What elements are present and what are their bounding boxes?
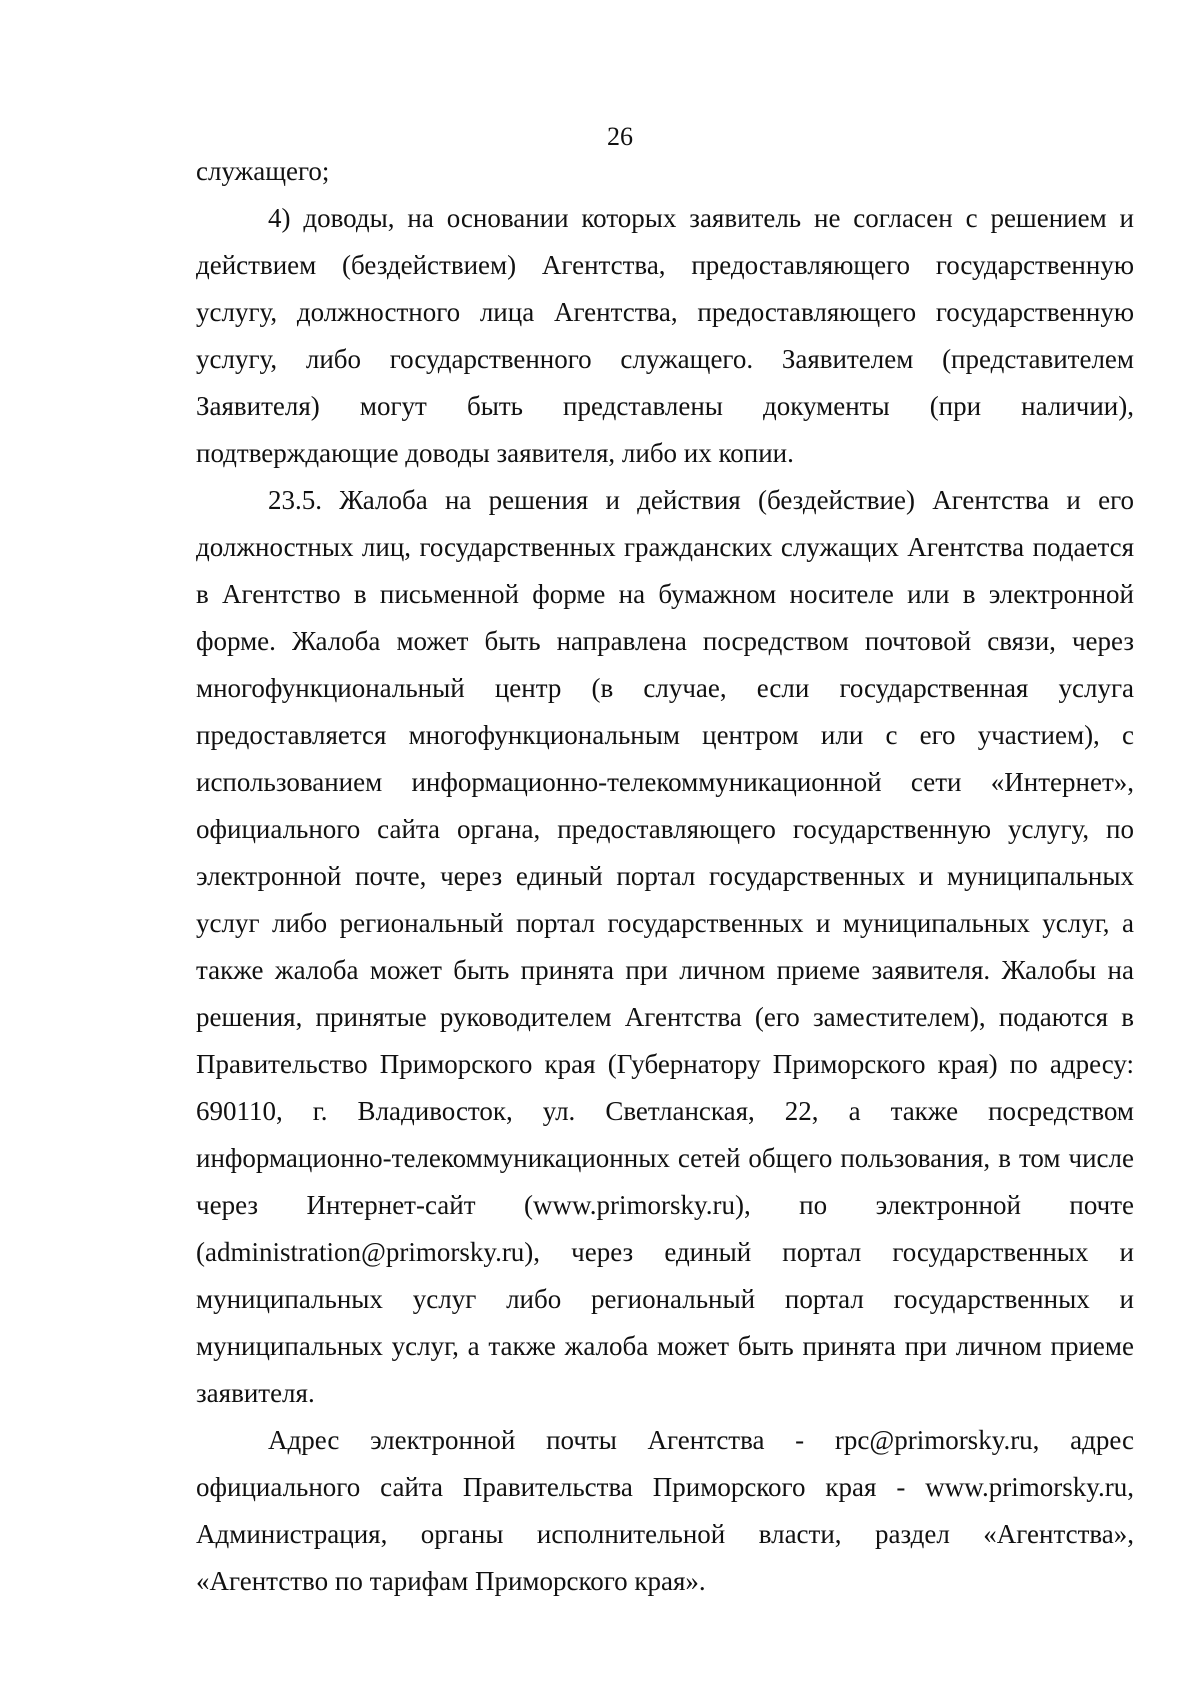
paragraph-continuation: служащего; xyxy=(196,156,330,186)
page-number: 26 xyxy=(607,122,633,151)
paragraph-23-5: 23.5. Жалоба на решения и действия (бездействие) Агентства и его должностных лиц, государственных гражданских служащих Агентства подается в Агентство в письменной форме на бумажном носителе или в электронной форме. Жалоба может быть направлена посредством почтовой связи, через многофункциональный центр (в случае, если государственная услуга предоставляется многофункциональным центром или с его участием), с использованием информационно-телекоммуникационной сети «Интернет», официального сайта органа, предоставляющего государственную услугу, по электронной почте, через единый портал государственных и муниципальных услуг либо региональный портал государственных и муниципальных услуг, а также жалоба может быть принята при личном приеме заявителя. Жалобы на решения, принятые руководителем Агентства (его заместителем), подаются в Правительство Приморского края (Губернатору Приморского края) по адресу: 690110, г. Владивосток, ул. Светланская, 22, а также посредством информационно-телекоммуникационных сетей общего пользования, в том числе через Интернет-сайт (www.primorsky.ru), по электронной почте (administration@primorsky.ru), через единый портал государственных и муниципальных услуг либо региональный портал государственных и муниципальных услуг, а также жалоба может быть принята при личном приеме заявителя. xyxy=(196,485,1134,1408)
document-body xyxy=(196,148,1134,1605)
paragraph-item-4: 4) доводы, на основании которых заявитель не согласен с решением и действием (бездействием) Агентства, предоставляющего государственную услугу, должностного лица Агентства, предоставляющего государственную услугу, либо государственного служащего. Заявителем (представителем Заявителя) могут быть представлены документы (при наличии), подтверждающие доводы заявителя, либо их копии. xyxy=(196,203,1134,468)
paragraph-contacts: Адрес электронной почты Агентства - rpc@primorsky.ru, адрес официального сайта Правительства Приморского края - www.primorsky.ru, Администрация, органы исполнительной власти, раздел «Агентства», «Агентство по тарифам Приморского края». xyxy=(196,1425,1134,1596)
